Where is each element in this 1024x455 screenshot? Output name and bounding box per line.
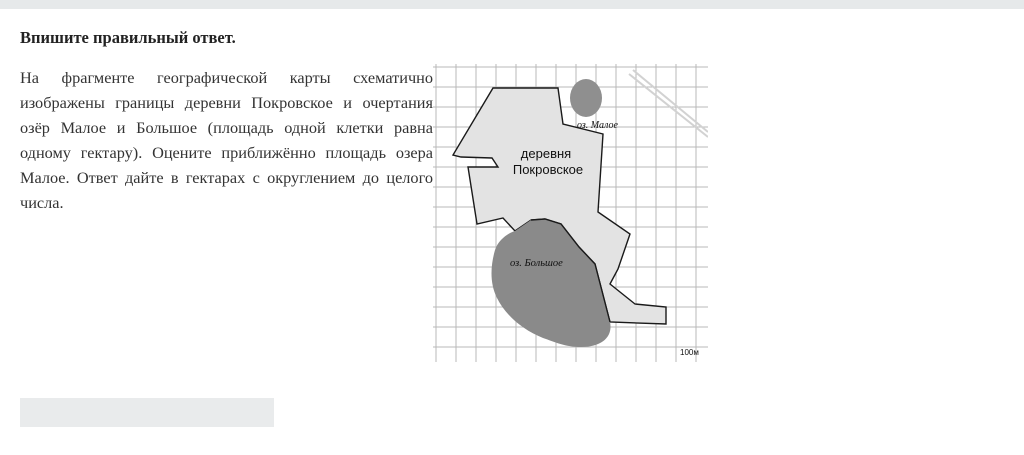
task-title: Впишите правильный ответ. bbox=[20, 28, 236, 47]
village-label-line2: Покровское bbox=[512, 162, 584, 177]
top-bar bbox=[0, 0, 1024, 9]
lake-small-label: оз. Малое bbox=[577, 120, 618, 131]
lake-big-label: оз. Большое bbox=[510, 258, 563, 269]
map-figure bbox=[433, 64, 708, 362]
road-line bbox=[633, 70, 708, 132]
village-label-line1: деревня bbox=[520, 146, 572, 161]
answer-input[interactable] bbox=[20, 398, 274, 427]
task-text: На фрагменте географической карты схематично изображены границы деревни Покровское и очертания озёр Малое и Большое (площадь одной клетки равна одному гектару). Оцените приближённо площадь озера Малое. Ответ дайте в гектарах с округлением до целого числа. bbox=[20, 68, 433, 212]
lake-small bbox=[570, 79, 602, 117]
scale-label: 100м bbox=[680, 348, 699, 357]
